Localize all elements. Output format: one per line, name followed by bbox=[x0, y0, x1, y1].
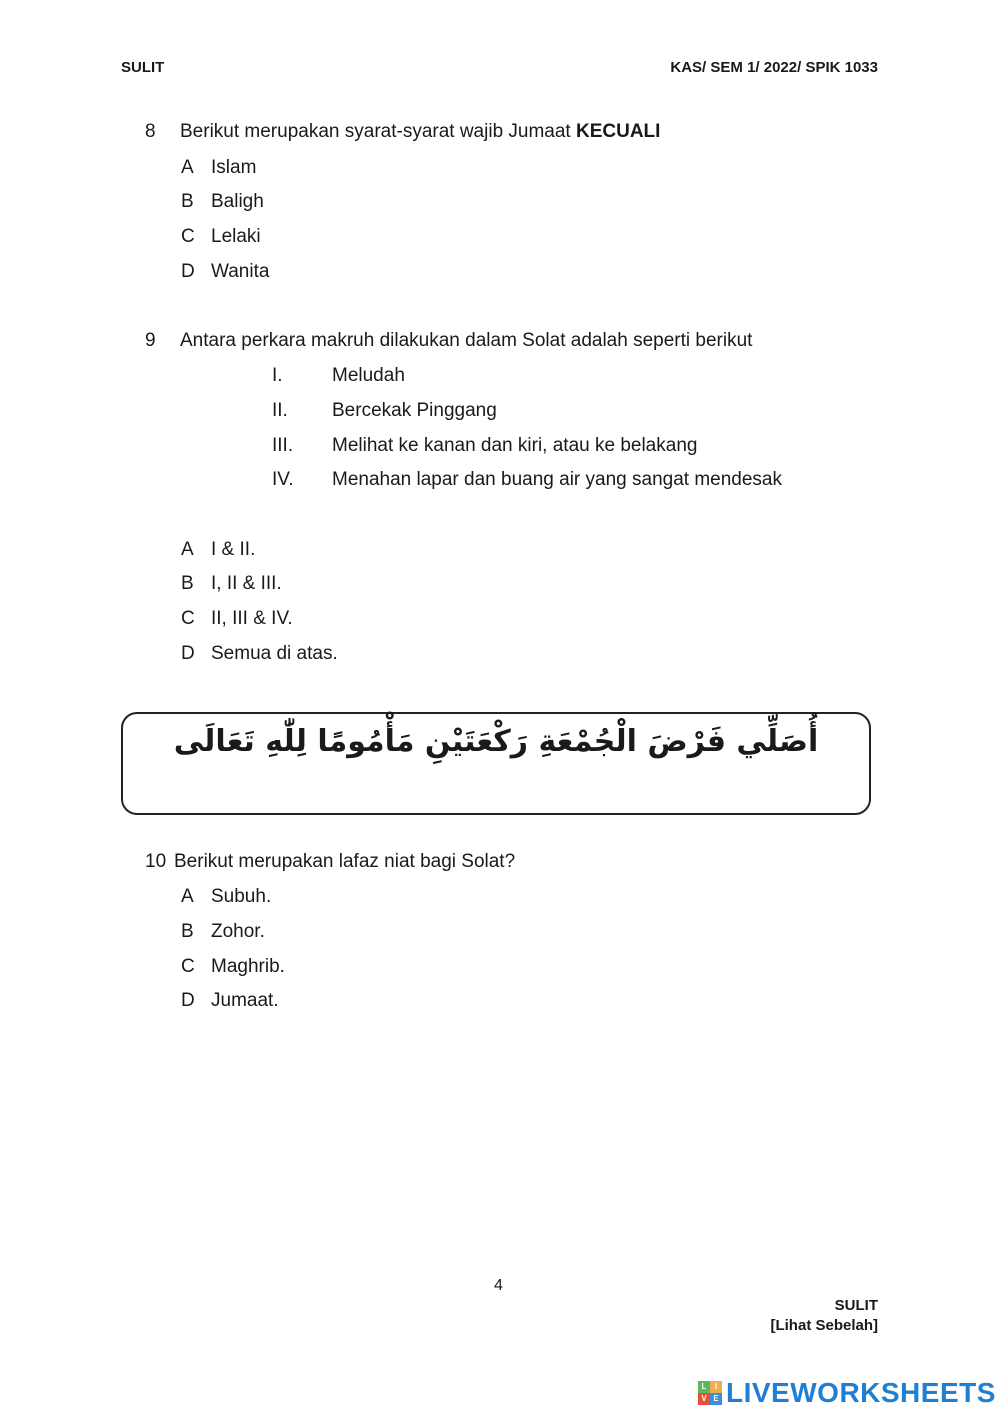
option-letter: B bbox=[181, 921, 194, 942]
option-text: Maghrib. bbox=[211, 956, 285, 977]
footer-next-page: [Lihat Sebelah] bbox=[770, 1317, 878, 1334]
option-letter: A bbox=[181, 886, 194, 907]
option-text: Subuh. bbox=[211, 886, 272, 907]
logo-letter-v: V bbox=[698, 1393, 710, 1405]
option-letter: D bbox=[181, 990, 195, 1011]
option-text: Semua di atas. bbox=[211, 643, 338, 664]
statement-text: Bercekak Pinggang bbox=[332, 400, 497, 421]
arabic-text-box bbox=[121, 712, 871, 815]
question-emphasis: KECUALI bbox=[576, 121, 661, 142]
option-letter: B bbox=[181, 573, 194, 594]
liveworksheets-text: LIVEWORKSHEETS bbox=[726, 1377, 996, 1408]
arabic-niat-text: أُصَلِّي فَرْضَ الْجُمْعَةِ رَكْعَتَيْنِ مَأْمُومًا لِلّٰهِ تَعَالَى bbox=[173, 724, 819, 759]
roman-numeral: III. bbox=[272, 435, 294, 456]
header-left: SULIT bbox=[121, 59, 165, 76]
option-text: Zohor. bbox=[211, 921, 265, 942]
option-letter: A bbox=[181, 157, 194, 178]
roman-numeral: II. bbox=[272, 400, 288, 421]
statement-text: Meludah bbox=[332, 365, 405, 386]
option-letter: C bbox=[181, 226, 195, 247]
option-letter: A bbox=[181, 539, 194, 560]
option-text: I & II. bbox=[211, 539, 256, 560]
option-letter: C bbox=[181, 608, 195, 629]
question-number: 9 bbox=[145, 330, 156, 351]
statement-text: Melihat ke kanan dan kiri, atau ke belakang bbox=[332, 435, 698, 456]
header-right: KAS/ SEM 1/ 2022/ SPIK 1033 bbox=[670, 59, 878, 76]
option-text: II, III & IV. bbox=[211, 608, 293, 629]
question-number: 10 bbox=[145, 851, 167, 872]
logo-letter-l: L bbox=[698, 1381, 710, 1393]
option-text: Wanita bbox=[211, 261, 270, 282]
liveworksheets-logo bbox=[698, 1377, 996, 1409]
roman-numeral: I. bbox=[272, 365, 283, 386]
question-number: 8 bbox=[145, 121, 156, 142]
option-letter: C bbox=[181, 956, 195, 977]
option-letter: D bbox=[181, 643, 195, 664]
question-text: Berikut merupakan lafaz niat bagi Solat? bbox=[174, 851, 516, 872]
roman-numeral: IV. bbox=[272, 469, 294, 490]
option-text: Jumaat. bbox=[211, 990, 279, 1011]
liveworksheets-icon bbox=[698, 1381, 722, 1405]
question-text: Antara perkara makruh dilakukan dalam Solat adalah seperti berikut bbox=[180, 330, 753, 351]
option-text: Islam bbox=[211, 157, 257, 178]
option-letter: B bbox=[181, 191, 194, 212]
page-number: 4 bbox=[494, 1277, 503, 1294]
option-text: Lelaki bbox=[211, 226, 261, 247]
option-text: I, II & III. bbox=[211, 573, 282, 594]
logo-letter-e: E bbox=[710, 1393, 722, 1405]
logo-letter-i: I bbox=[710, 1381, 722, 1393]
option-text: Baligh bbox=[211, 191, 264, 212]
footer-sulit: SULIT bbox=[834, 1297, 878, 1314]
option-letter: D bbox=[181, 261, 195, 282]
question-text: Berikut merupakan syarat-syarat wajib Jumaat KECUALI bbox=[180, 121, 661, 142]
statement-text: Menahan lapar dan buang air yang sangat mendesak bbox=[332, 469, 782, 490]
